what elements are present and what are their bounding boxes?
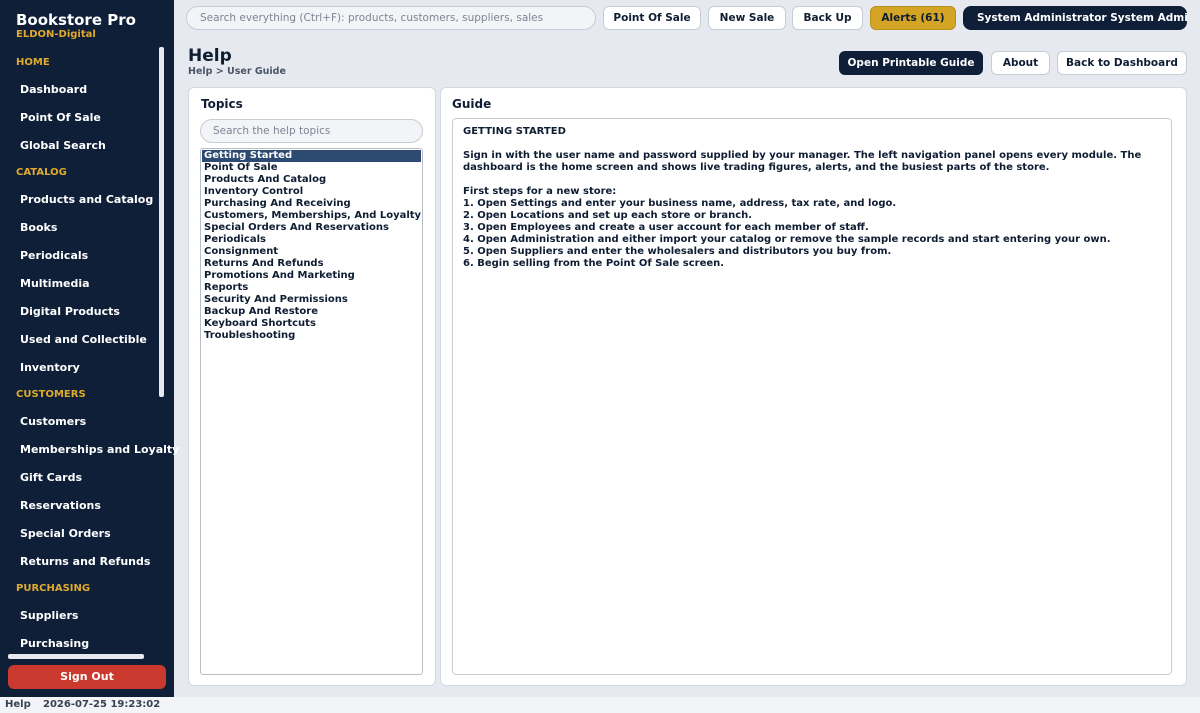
sidebar-section-catalog: CATALOG [16, 167, 67, 178]
guide-text-line: 3. Open Employees and create a user account for each member of staff. [463, 222, 869, 233]
back-to-dashboard-button[interactable]: Back to Dashboard [1057, 51, 1187, 75]
status-bar [0, 697, 1200, 713]
sidebar [0, 0, 180, 697]
sidebar-horizontal-scrollbar[interactable] [8, 654, 144, 659]
open-printable-guide-button[interactable]: Open Printable Guide [839, 51, 983, 75]
sidebar-item-gift-cards[interactable]: Gift Cards [20, 471, 83, 484]
topics-title: Topics [201, 97, 243, 111]
topic-item[interactable]: Consignment [204, 246, 279, 257]
sidebar-section-purchasing: PURCHASING [16, 583, 91, 594]
sidebar-item-purchasing[interactable]: Purchasing [20, 637, 90, 650]
topic-item[interactable]: Reports [204, 282, 249, 293]
sidebar-item-used-and-collectible[interactable]: Used and Collectible [20, 333, 147, 346]
global-search-input[interactable]: Search everything (Ctrl+F): products, customers, suppliers, sales [186, 6, 596, 30]
new-sale-button[interactable]: New Sale [708, 6, 786, 30]
topic-item[interactable]: Products And Catalog [204, 174, 327, 185]
guide-text-line: 5. Open Suppliers and enter the wholesalers and distributors you buy from. [463, 246, 892, 257]
back-up-button[interactable]: Back Up [792, 6, 863, 30]
status-timestamp: 2026-07-25 19:23:02 [43, 699, 161, 710]
topic-item[interactable]: Inventory Control [204, 186, 304, 197]
topic-item[interactable]: Customers, Memberships, And Loyalty [204, 210, 422, 221]
topic-item[interactable]: Security And Permissions [204, 294, 348, 305]
app-title: Bookstore Pro [16, 11, 136, 29]
topic-item[interactable]: Getting Started [202, 150, 421, 162]
topic-item[interactable]: Point Of Sale [204, 162, 278, 173]
sidebar-item-multimedia[interactable]: Multimedia [20, 277, 90, 290]
guide-heading: GETTING STARTED [463, 126, 566, 137]
sidebar-nav [0, 50, 180, 650]
status-label: Help [5, 699, 31, 710]
sidebar-item-customers[interactable]: Customers [20, 415, 87, 428]
guide-text-line: 6. Begin selling from the Point Of Sale screen. [463, 258, 725, 269]
guide-text-line: 4. Open Administration and either import your catalog or remove the sample records and start entering your own. [463, 234, 1111, 245]
user-menu-button[interactable]: System Administrator System Admi [963, 6, 1187, 30]
guide-text-line [463, 138, 1161, 150]
breadcrumb: Help > User Guide [188, 66, 286, 77]
sidebar-item-special-orders[interactable]: Special Orders [20, 527, 111, 540]
sidebar-item-books[interactable]: Books [20, 221, 58, 234]
sign-out-button[interactable]: Sign Out [8, 665, 166, 689]
sidebar-vertical-scrollbar[interactable] [159, 47, 164, 397]
topics-panel [188, 87, 436, 686]
sidebar-item-inventory[interactable]: Inventory [20, 361, 80, 374]
point-of-sale-button[interactable]: Point Of Sale [603, 6, 701, 30]
topic-item[interactable]: Keyboard Shortcuts [204, 318, 316, 329]
guide-text-line [463, 174, 1161, 186]
topic-item[interactable]: Backup And Restore [204, 306, 319, 317]
guide-panel [440, 87, 1187, 686]
topic-item[interactable]: Troubleshooting [204, 330, 296, 341]
guide-text-line: First steps for a new store: [463, 186, 617, 197]
guide-text-line: 2. Open Locations and set up each store or branch. [463, 210, 753, 221]
guide-text-line: Sign in with the user name and password supplied by your manager. The left navigation panel opens every module. The [463, 150, 1142, 161]
topic-item[interactable]: Promotions And Marketing [204, 270, 355, 281]
about-button[interactable]: About [991, 51, 1050, 75]
sidebar-item-global-search[interactable]: Global Search [20, 139, 106, 152]
sidebar-item-products-and-catalog[interactable]: Products and Catalog [20, 193, 154, 206]
sidebar-item-point-of-sale[interactable]: Point Of Sale [20, 111, 101, 124]
sidebar-item-digital-products[interactable]: Digital Products [20, 305, 120, 318]
sidebar-item-dashboard[interactable]: Dashboard [20, 83, 88, 96]
sidebar-section-home: HOME [16, 57, 50, 68]
topics-list[interactable] [200, 148, 423, 675]
guide-content[interactable] [452, 118, 1172, 675]
topic-item[interactable]: Purchasing And Receiving [204, 198, 351, 209]
sidebar-item-returns-and-refunds[interactable]: Returns and Refunds [20, 555, 151, 568]
guide-text-line: dashboard is the home screen and shows live trading figures, alerts, and the busiest parts of the store. [463, 162, 1050, 173]
alerts-button[interactable]: Alerts (61) [870, 6, 956, 30]
topic-item[interactable]: Periodicals [204, 234, 266, 245]
topics-search-input[interactable]: Search the help topics [200, 119, 423, 143]
guide-text-line: 1. Open Settings and enter your business name, address, tax rate, and logo. [463, 198, 897, 209]
topic-item[interactable]: Returns And Refunds [204, 258, 324, 269]
sidebar-item-memberships-and-loyalty[interactable]: Memberships and Loyalty [20, 443, 180, 456]
sidebar-item-reservations[interactable]: Reservations [20, 499, 101, 512]
sidebar-item-periodicals[interactable]: Periodicals [20, 249, 89, 262]
sidebar-item-suppliers[interactable]: Suppliers [20, 609, 79, 622]
app-subtitle: ELDON-Digital [16, 29, 96, 40]
sidebar-section-customers: CUSTOMERS [16, 389, 86, 400]
guide-title: Guide [452, 97, 492, 111]
page-title: Help [188, 46, 232, 66]
topic-item[interactable]: Special Orders And Reservations [204, 222, 389, 233]
